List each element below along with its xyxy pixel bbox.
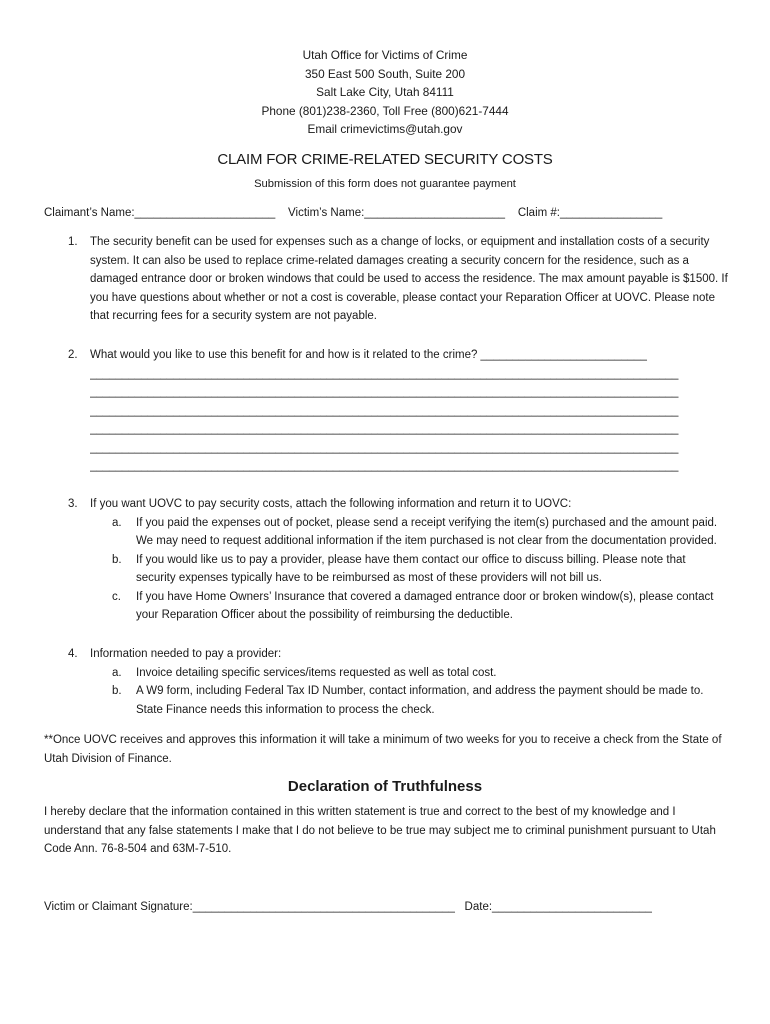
sub-item — [112, 664, 728, 683]
sub-item-text: If you paid the expenses out of pocket, please send a receipt verifying the item(s) purchased and the amount paid. We may need to request additional information if the item purchased is not clear from the documentation provided. — [136, 516, 718, 547]
office-address-line2: Salt Lake City, Utah 84111 — [316, 85, 454, 100]
item-number: 4. — [68, 648, 78, 660]
sub-item-letter: c. — [112, 590, 121, 603]
claimant-name-field[interactable]: Claimant’s Name:______________________ — [44, 207, 276, 219]
processing-note: **Once UOVC receives and approves this information it will take a minimum of two weeks for you to receive a check from the State of Utah Division of Finance. — [44, 734, 722, 765]
sub-item — [112, 514, 728, 551]
sub-item — [112, 551, 728, 588]
sub-item — [112, 588, 728, 625]
sub-item-letter: a. — [112, 516, 122, 529]
victim-name-field[interactable]: Victim’s Name:______________________ — [288, 207, 506, 219]
declaration-title: Declaration of Truthfulness — [287, 778, 483, 795]
office-name: Utah Office for Victims of Crime — [302, 48, 468, 62]
list-item — [68, 495, 728, 625]
claim-number-field[interactable]: Claim #:________________ — [517, 207, 663, 219]
list-item — [68, 645, 728, 719]
office-email: Email crimevictims@utah.gov — [307, 122, 463, 137]
form-title: CLAIM FOR CRIME-RELATED SECURITY COSTS — [217, 151, 553, 168]
answer-line[interactable]: ____________________________________________________________________________________________ — [90, 441, 679, 454]
sub-item-text: If you have Home Owners’ Insurance that covered a damaged entrance door or broken window(s), please contact your Reparation Officer about the possibility of reimbursing the deductible. — [136, 590, 714, 621]
item-text: If you want UOVC to pay security costs, attach the following information and return it to UOVC: — [90, 498, 572, 510]
answer-line[interactable]: ____________________________________________________________________________________________ — [90, 460, 679, 472]
office-header — [0, 46, 770, 139]
answer-line[interactable]: ____________________________________________________________________________________________ — [90, 404, 679, 417]
signature-field[interactable]: Victim or Claimant Signature:_________________________________________ — [44, 901, 455, 913]
name-fields-row — [44, 204, 724, 223]
sub-item-letter: a. — [112, 666, 122, 679]
sub-item-text: If you would like us to pay a provider, please have them contact our office to discuss billing. Please note that security expenses typically have to be reimbursed as most of these providers will not bill us. — [136, 553, 686, 584]
item-number: 1. — [68, 236, 78, 248]
answer-line[interactable]: ____________________________________________________________________________________________ — [90, 367, 679, 380]
item-text: The security benefit can be used for expenses such as a change of locks, or equipment and installation costs of a security system. It can also be used to replace crime-related damages creating a security concern for the residence, such as a damaged entrance door or broken windows that could be used to access the residence. The max amount payable is $1500. If you have questions about whether or not a cost is coverable, please contact your Reparation Officer at UOVC. Please note that recurring fees for a security system are not payable. — [90, 236, 728, 322]
office-address-line1: 350 East 500 South, Suite 200 — [304, 66, 466, 81]
declaration-text: I hereby declare that the information contained in this written statement is true and correct to the best of my knowledge and I understand that any false statements I make that I do not believe to be true may subject me to criminal punishment pursuant to Utah Code Ann. 76-8-504 and 63M-7-510. — [44, 806, 716, 855]
date-field[interactable]: Date:_________________________ — [464, 901, 652, 913]
list-item — [68, 233, 728, 326]
list-item — [68, 346, 728, 476]
sub-item-text: Invoice detailing specific services/items requested as well as total cost. — [136, 666, 497, 679]
item-number: 2. — [68, 349, 78, 361]
signature-row — [44, 898, 652, 917]
answer-line[interactable]: ____________________________________________________________________________________________ — [90, 386, 679, 398]
office-phone: Phone (801)238-2360, Toll Free (800)621-7444 — [261, 103, 509, 118]
answer-line[interactable]: ____________________________________________________________________________________________ — [90, 423, 679, 435]
form-subtitle: Submission of this form does not guarantee payment — [254, 178, 516, 190]
sub-item-text: A W9 form, including Federal Tax ID Number, contact information, and address the payment should be made to. State Finance needs this information to process the check. — [136, 685, 704, 716]
benefit-use-question[interactable]: What would you like to use this benefit for and how is it related to the crime? __________________________ — [90, 349, 647, 361]
item-text: Information needed to pay a provider: — [90, 648, 282, 660]
sub-item — [112, 682, 728, 719]
sub-item-letter: b. — [112, 553, 122, 566]
sub-item-letter: b. — [112, 685, 122, 697]
item-number: 3. — [68, 498, 78, 510]
